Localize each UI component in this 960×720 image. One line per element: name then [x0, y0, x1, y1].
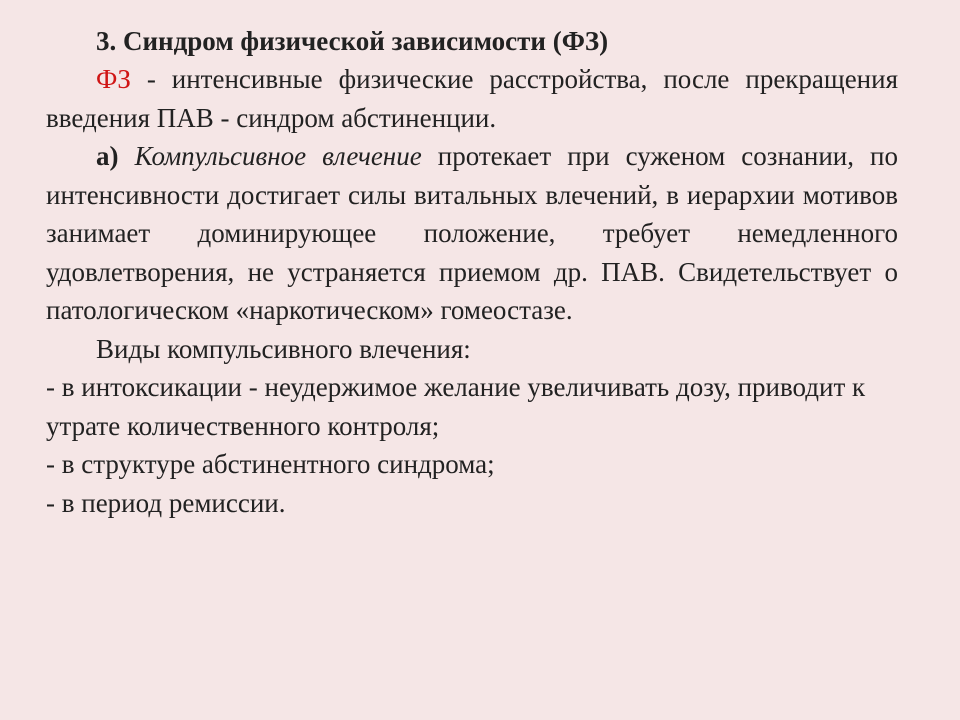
- type-item-remission: - в период ремиссии.: [46, 487, 286, 518]
- compulsive-term: Компульсивное влечение: [134, 141, 422, 171]
- compulsive-text: протекает при суженом сознании, по интенсивности достигает силы витальных влечений, в иерархии мотивов занимает доминирующее положение, требует немедленного удовлетворения, не устраняется приемом др. ПАВ. Свидетельствует о патологическом «наркотическом» гомеостазе.: [46, 141, 899, 325]
- compulsive-marker: а): [96, 141, 119, 171]
- definition-paragraph: [46, 60, 898, 137]
- slide-heading: 3. Синдром физической зависимости (ФЗ): [96, 26, 609, 56]
- types-heading: Виды компульсивного влечения:: [96, 333, 471, 364]
- definition-term: ФЗ: [96, 64, 131, 94]
- definition-text: - интенсивные физические расстройства, после прекращения введения ПАВ - синдром абстиненции.: [46, 64, 898, 133]
- compulsive-paragraph: [46, 137, 898, 330]
- type-item-abstinence: - в структуре абстинентного синдрома;: [46, 449, 495, 479]
- type-item-intoxication: - в интоксикации - неудержимое желание увеличивать дозу, приводит к утрате количественного контроля;: [46, 372, 866, 441]
